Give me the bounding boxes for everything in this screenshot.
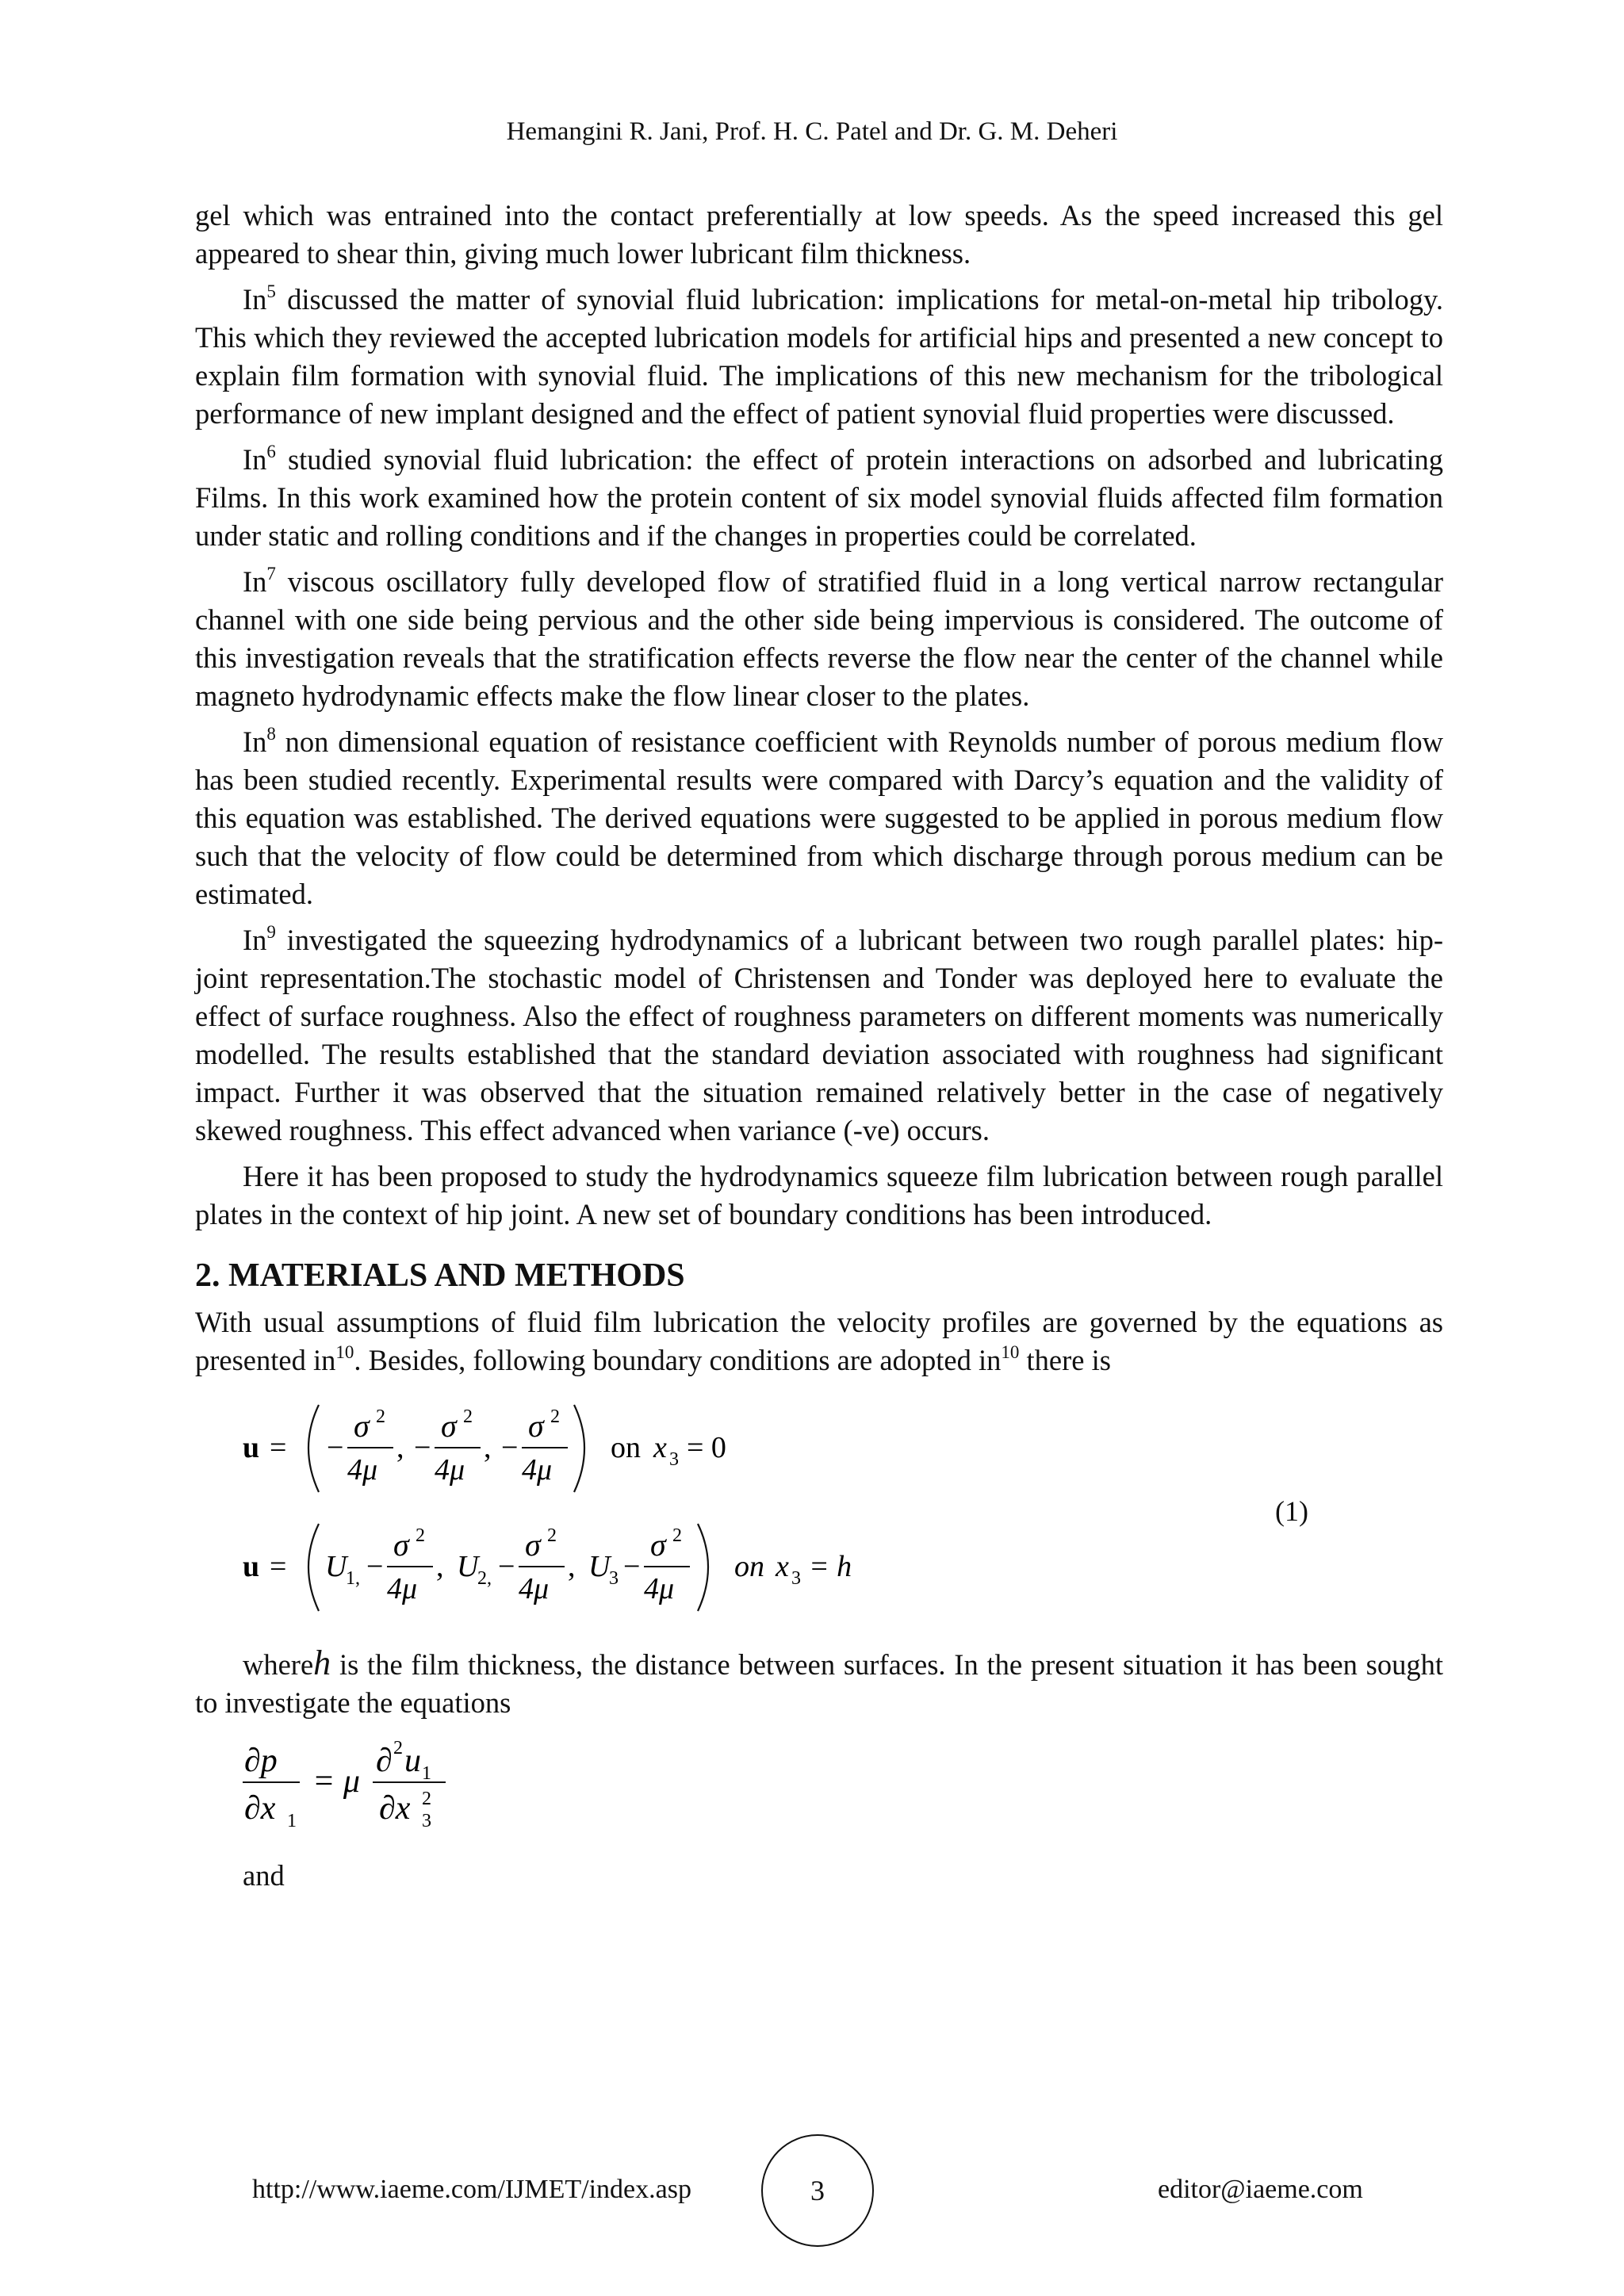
eq-minus: − bbox=[623, 1550, 641, 1583]
citation-ref: 9 bbox=[266, 922, 276, 942]
equation-1-math bbox=[243, 1391, 1115, 1628]
comma: , bbox=[436, 1550, 444, 1583]
h-var: h bbox=[313, 1644, 331, 1682]
paragraph-ref9 bbox=[195, 921, 1443, 1150]
intro-text: With usual assumptions of fluid film lubrication the velocity profiles are governed by the equations as presented in bbox=[195, 1306, 1443, 1376]
denominator: 4μ bbox=[644, 1572, 675, 1605]
denominator: 4μ bbox=[347, 1453, 378, 1487]
equation-2-math bbox=[243, 1730, 560, 1849]
comma: , bbox=[568, 1550, 576, 1583]
exponent: 2 bbox=[416, 1525, 425, 1546]
sigma: σ bbox=[525, 1527, 541, 1563]
citation-ref: 8 bbox=[266, 724, 276, 744]
paragraph-text: is the film thickness, the distance between surfaces. In the present situation it has been sought to investigate the equations bbox=[195, 1648, 1443, 1719]
subscript: 1 bbox=[287, 1811, 297, 1831]
paragraph-proposal: Here it has been proposed to study the hydrodynamics squeeze film lubrication between rough parallel plates in the context of hip joint. A new set of boundary conditions has been introduced. bbox=[195, 1160, 1443, 1230]
subscript: 3 bbox=[791, 1568, 801, 1589]
subscript: 2, bbox=[477, 1568, 492, 1589]
denominator: 4μ bbox=[435, 1453, 465, 1487]
sigma: σ bbox=[354, 1408, 370, 1444]
left-paren bbox=[308, 1524, 319, 1611]
citation-ref: 7 bbox=[266, 564, 276, 584]
partial-x: ∂x bbox=[379, 1790, 411, 1827]
x-var: x bbox=[776, 1550, 789, 1583]
subscript: 1 bbox=[422, 1763, 431, 1784]
denominator: 4μ bbox=[522, 1453, 553, 1487]
citation-ref: 10 bbox=[1001, 1342, 1020, 1362]
exponent: 2 bbox=[672, 1525, 682, 1546]
paragraph-ref8 bbox=[195, 723, 1443, 913]
equation-number: (1) bbox=[1275, 1495, 1308, 1527]
U-var: U bbox=[588, 1550, 611, 1583]
paragraph-lead: In bbox=[243, 565, 267, 598]
U-var: U bbox=[457, 1550, 479, 1583]
denominator: 4μ bbox=[519, 1572, 550, 1605]
subscript: 3 bbox=[422, 1811, 431, 1831]
footer-url[interactable]: http://www.iaeme.com/IJMET/index.asp bbox=[252, 2175, 691, 2204]
eq-u-bold: u bbox=[243, 1431, 260, 1464]
subscript: 1, bbox=[346, 1568, 360, 1589]
paragraph-ref6 bbox=[195, 441, 1443, 555]
denominator: 4μ bbox=[387, 1572, 418, 1605]
eq-minus: − bbox=[414, 1431, 431, 1464]
paragraph-text: studied synovial fluid lubrication: the effect of protein interactions on adsorbed and lubricating Films. In this work examined how the protein content of six model synovial fluids affected film formation under static and rolling conditions and if the changes in properties could be correlated. bbox=[195, 443, 1443, 552]
intro-text: . Besides, following boundary conditions are adopted in bbox=[354, 1344, 1002, 1376]
sigma: σ bbox=[528, 1408, 544, 1444]
paragraph-where bbox=[195, 1644, 1443, 1722]
eq-equals: = bbox=[270, 1550, 287, 1583]
paragraph-ref7 bbox=[195, 563, 1443, 715]
paragraph-lead: In bbox=[243, 725, 267, 758]
sigma: σ bbox=[441, 1408, 457, 1444]
u-var: u bbox=[404, 1743, 421, 1779]
paragraph-lead: In bbox=[243, 283, 267, 316]
x-var: x bbox=[653, 1431, 667, 1464]
subscript: 3 bbox=[669, 1449, 679, 1470]
section-intro bbox=[195, 1303, 1443, 1380]
and-text: and bbox=[243, 1859, 285, 1892]
on-text: on bbox=[734, 1550, 764, 1583]
sigma: σ bbox=[650, 1527, 666, 1563]
eq-zero: = 0 bbox=[687, 1431, 726, 1464]
partial: ∂ bbox=[376, 1743, 393, 1779]
eq-minus: − bbox=[501, 1431, 519, 1464]
right-paren bbox=[574, 1405, 584, 1492]
right-paren bbox=[698, 1524, 708, 1611]
exponent: 2 bbox=[376, 1406, 385, 1427]
exponent: 2 bbox=[422, 1789, 431, 1809]
paragraph-text: viscous oscillatory fully developed flow of stratified fluid in a long vertical narrow rectangular channel with one side being pervious and the other side being impervious is considered. The outcome of this investigation reveals that the stratification effects reverse the flow near the center of the channel while magneto hydrodynamic effects make the flow linear closer to the plates. bbox=[195, 565, 1443, 712]
paragraph-text: investigated the squeezing hydrodynamics of a lubricant between two rough parallel plates: hip-joint representation.The stochastic model of Christensen and Tonder was deployed here to evaluate the effect of surface roughness. Also the effect of roughness parameters on different moments was numerically modelled. The results established that the standard deviation associated with roughness had significant impact. Further it was observed that the situation remained relatively better in the case of negatively skewed roughness. This effect advanced when variance (-ve) occurs. bbox=[195, 924, 1443, 1146]
eq-equals: = bbox=[270, 1431, 287, 1464]
paragraph-text: non dimensional equation of resistance coefficient with Reynolds number of porous medium flow has been studied recently. Experimental results were compared with Darcy’s equation and the validity of this equation was established. The derived equations were suggested to be applied in porous medium flow such that the velocity of flow could be determined from which discharge through porous medium can be estimated. bbox=[195, 725, 1443, 910]
exponent: 2 bbox=[393, 1738, 403, 1758]
exponent: 2 bbox=[463, 1406, 473, 1427]
paragraph-continuation: gel which was entrained into the contact preferentially at low speeds. As the speed increased this gel appeared to shear thin, giving much lower lubricant film thickness. bbox=[195, 199, 1443, 270]
comma: , bbox=[396, 1431, 404, 1464]
equals-mu: = μ bbox=[312, 1763, 360, 1800]
equation-2 bbox=[195, 1730, 1443, 1849]
left-paren bbox=[308, 1405, 319, 1492]
page-number: 3 bbox=[761, 2134, 874, 2247]
citation-ref: 5 bbox=[266, 281, 276, 301]
partial-x: ∂x bbox=[244, 1790, 276, 1827]
citation-ref: 6 bbox=[266, 442, 276, 461]
paragraph-lead: In bbox=[243, 443, 267, 476]
intro-text: there is bbox=[1019, 1344, 1111, 1376]
running-header: Hemangini R. Jani, Prof. H. C. Patel and Dr. G. M. Deheri bbox=[506, 117, 1118, 146]
U-var: U bbox=[325, 1550, 347, 1583]
eq-minus: − bbox=[327, 1431, 344, 1464]
eq-u-bold: u bbox=[243, 1550, 260, 1583]
partial-p: ∂p bbox=[244, 1743, 278, 1779]
eq-minus: − bbox=[498, 1550, 515, 1583]
footer-email[interactable]: editor@iaeme.com bbox=[1158, 2175, 1363, 2204]
eq-minus: − bbox=[366, 1550, 384, 1583]
equation-1 bbox=[195, 1391, 1443, 1628]
paragraph-text: discussed the matter of synovial fluid lubrication: implications for metal-on-metal hip tribology. This which they reviewed the accepted lubrication models for artificial hips and presented a new concept to explain film formation with synovial fluid. The implications of this new mechanism for the tribological performance of new implant designed and the effect of patient synovial fluid properties were discussed. bbox=[195, 283, 1443, 430]
exponent: 2 bbox=[550, 1406, 560, 1427]
sigma: σ bbox=[393, 1527, 409, 1563]
section-heading: 2. MATERIALS AND METHODS bbox=[195, 1257, 685, 1294]
citation-ref: 10 bbox=[335, 1342, 354, 1362]
exponent: 2 bbox=[547, 1525, 557, 1546]
on-text: on bbox=[611, 1431, 641, 1464]
eq-h: = h bbox=[809, 1550, 852, 1583]
comma: , bbox=[484, 1431, 492, 1464]
subscript: 3 bbox=[609, 1568, 619, 1589]
where-text: where bbox=[243, 1648, 314, 1681]
paragraph-lead: In bbox=[243, 924, 267, 956]
paragraph-ref5 bbox=[195, 281, 1443, 433]
body-text bbox=[195, 197, 1443, 1903]
